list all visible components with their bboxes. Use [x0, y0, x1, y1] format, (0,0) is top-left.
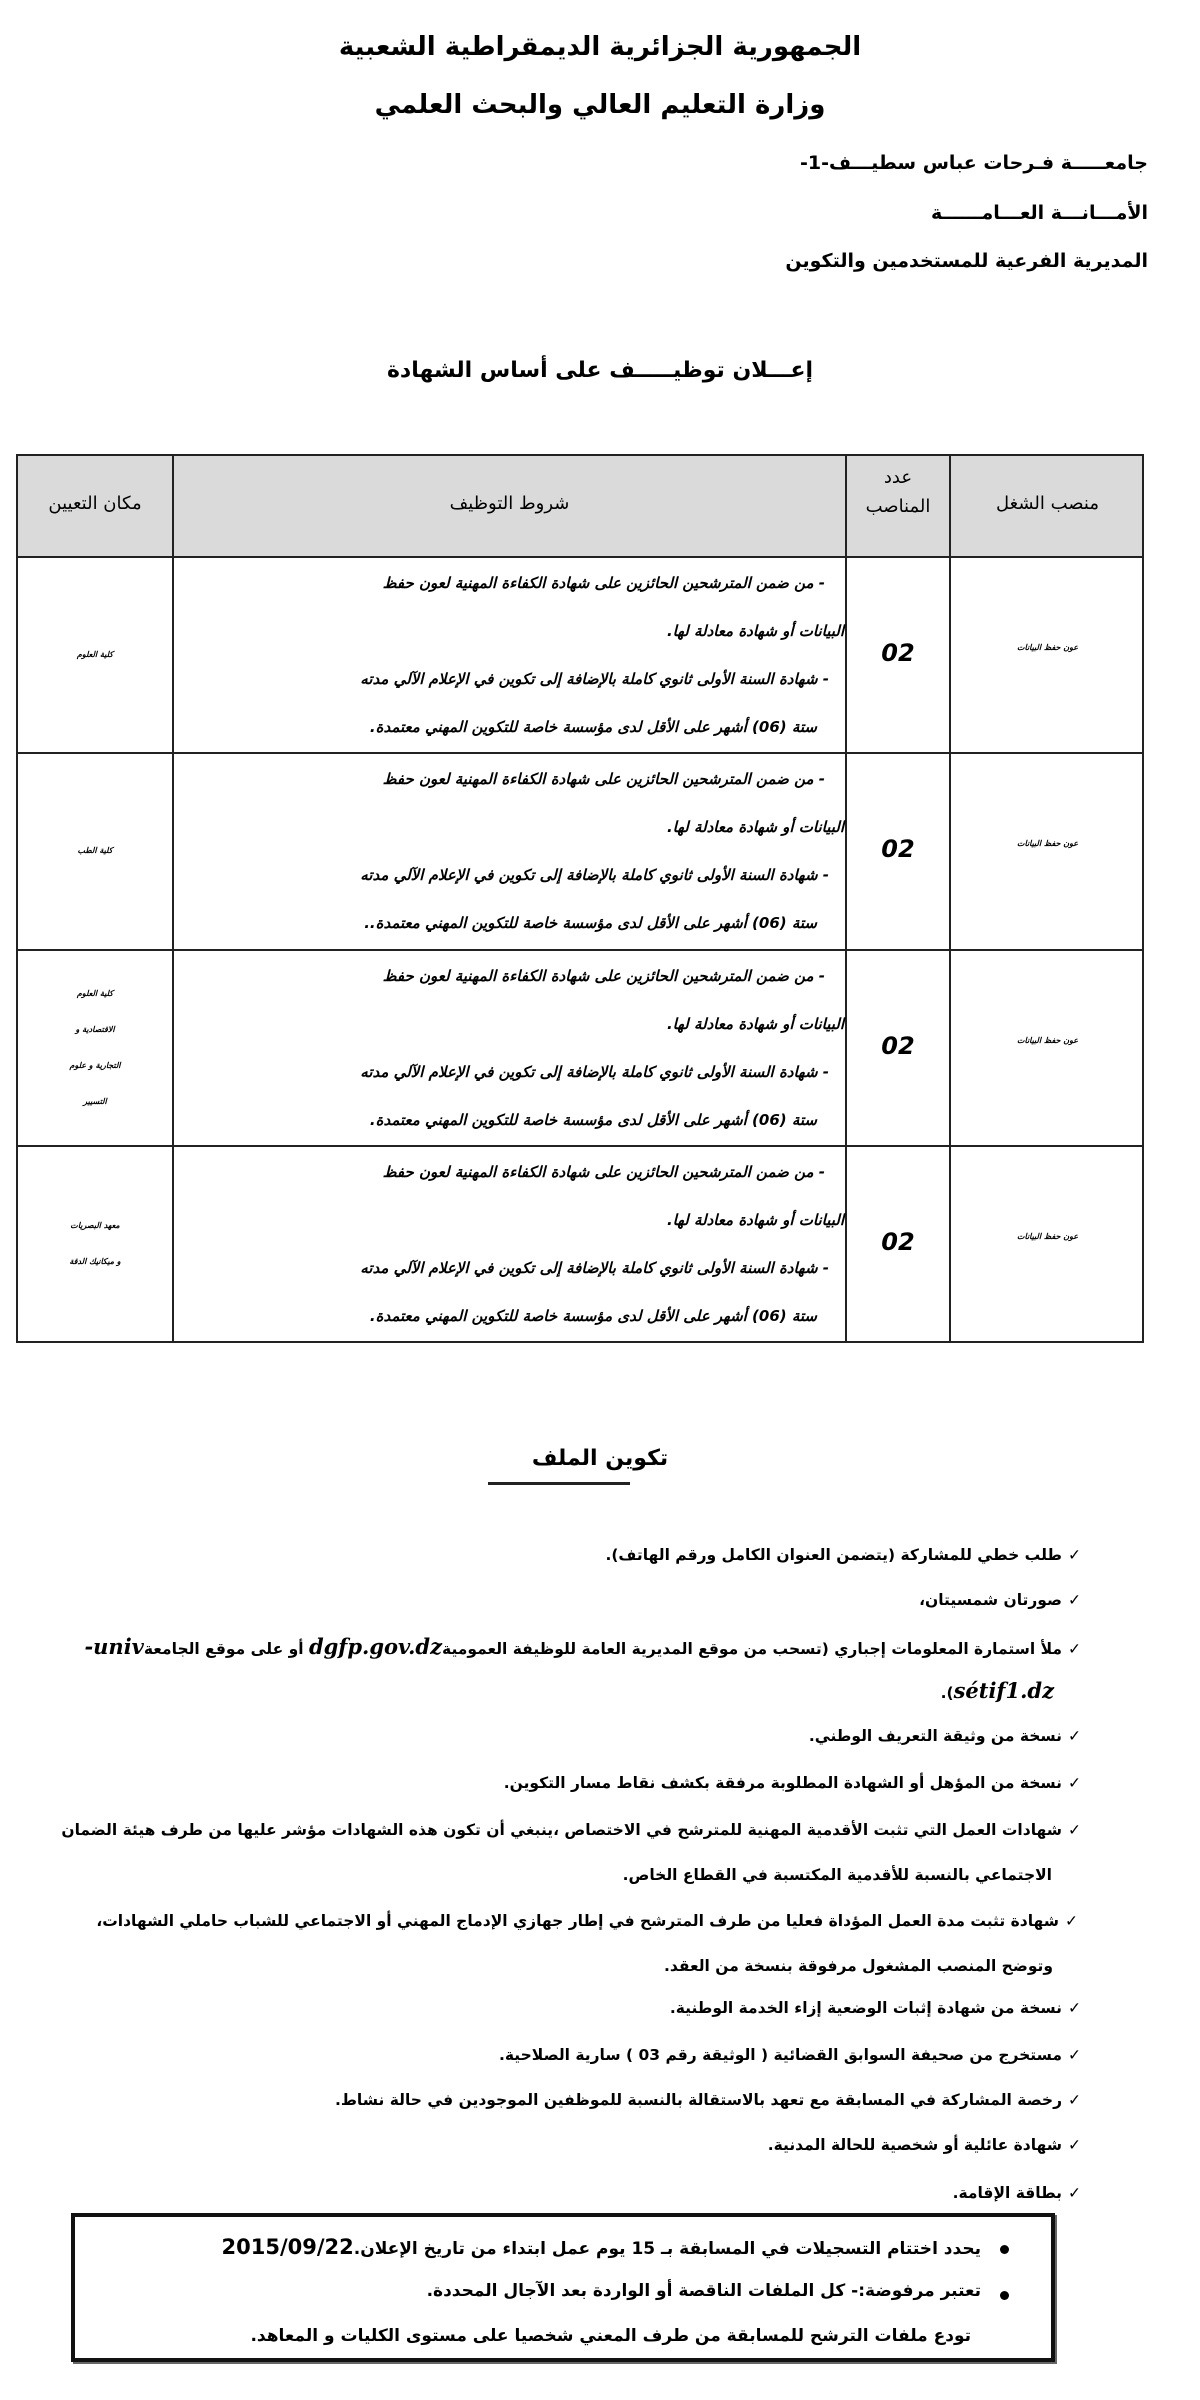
column-divider: [949, 456, 951, 1341]
requirement-text: طلب خطي للمشاركة (يتضمن العنوان الكامل ورقم الهاتف).: [605, 1546, 1062, 1564]
requirement-text: رخصة المشاركة في المسابقة مع تعهد بالاستقالة بالنسبة للموظفين الموجودين في حالة نشاط.: [334, 2091, 1062, 2109]
job-title-cell: عون حفظ البيانات: [1016, 839, 1079, 848]
requirement-item: [670, 2001, 1081, 2017]
requirement-continuation: [941, 1680, 1054, 1702]
requirement-text: نسخة من المؤهل أو الشهادة المطلوبة مرفقة بكشف نقاط مسار التكوين.: [503, 1774, 1062, 1792]
secretariat-name: الأمـــانـــة العـــامــــــة: [930, 202, 1148, 224]
requirement-text: شهادات العمل التي تثبت الأقدمية المهنية للمترشح في الاختصاص ،ينبغي أن تكون هذه الشهادات مؤشر عليها من طرف هيئة الضمان: [61, 1821, 1062, 1839]
condition-line: البيانات أو شهادة معادلة لها.: [666, 622, 844, 640]
column-divider: [845, 456, 847, 1341]
condition-line: - من ضمن المترشحين الحائزين على شهادة الكفاءة المهنية لعون حفظ: [382, 574, 825, 592]
requirement-text: نسخة من وثيقة التعريف الوطني.: [808, 1727, 1062, 1745]
requirement-text: ).: [940, 1684, 954, 1702]
positions-count-cell: 02: [881, 1032, 915, 1060]
condition-line: - من ضمن المترشحين الحائزين على شهادة الكفاءة المهنية لعون حفظ: [382, 1163, 825, 1181]
assignment-place-line: التجارية و علوم: [69, 1061, 121, 1070]
check-icon: ✓: [1068, 2091, 1081, 2109]
positions-count-cell: 02: [881, 639, 915, 667]
notice-line-2: تعتبر مرفوضة:- كل الملفات الناقصة أو الواردة بعد الآجال المحددة.: [426, 2281, 981, 2301]
requirement-item: [809, 1729, 1081, 1745]
requirement-item: [335, 2093, 1081, 2109]
notice-line-1: [222, 2237, 981, 2258]
website-link[interactable]: dgfp.gov.dz: [308, 1634, 443, 1659]
requirement-continuation: وتوضح المنصب المشغول مرفوقة بنسخة من العقد.: [663, 1957, 1053, 1975]
assignment-place-line: كلية الطب: [77, 846, 113, 855]
requirement-text: شهادة عائلية أو شخصية للحالة المدنية.: [767, 2136, 1062, 2154]
assignment-place-cell: [18, 833, 172, 869]
assignment-place-cell: [18, 976, 172, 1120]
university-name: جامعـــــة فـرحات عباس سطيـــف-1-: [800, 152, 1148, 174]
job-title-cell: عون حفظ البيانات: [1016, 1232, 1079, 1241]
file-section-title: تكوين الملف: [531, 1446, 669, 1471]
requirement-text: ملأ استمارة المعلومات إجباري (تسحب من موقع المديرية العامة للوظيفة العمومية: [442, 1640, 1062, 1658]
header-job: منصب الشغل: [996, 493, 1099, 514]
notice-line-1-text: يحدد اختتام التسجيلات في المسابقة بـ 15 يوم عمل ابتداء من تاريخ الإعلان.: [353, 2239, 981, 2259]
condition-line: - شهادة السنة الأولى ثانوي كاملة بالإضافة إلى تكوين في الإعلام الآلي مدته: [360, 1259, 829, 1277]
assignment-place-line: كلية العلوم: [76, 989, 114, 998]
positions-count-cell: 02: [881, 1228, 915, 1256]
requirement-item: [84, 1636, 1081, 1658]
row-divider: [18, 1145, 1142, 1147]
row-divider: [18, 752, 1142, 754]
job-title-cell: عون حفظ البيانات: [1016, 1036, 1079, 1045]
condition-line: - شهادة السنة الأولى ثانوي كاملة بالإضافة إلى تكوين في الإعلام الآلي مدته: [360, 1063, 829, 1081]
bullet-icon: [1000, 2291, 1009, 2300]
condition-line: ستة (06) أشهر على الأقل لدى مؤسسة خاصة للتكوين المهني معتمدة.: [369, 1307, 817, 1325]
header-conditions: شروط التوظيف: [449, 493, 570, 514]
condition-line: - من ضمن المترشحين الحائزين على شهادة الكفاءة المهنية لعون حفظ: [382, 770, 825, 788]
check-icon: ✓: [1068, 1821, 1081, 1839]
check-icon: ✓: [1068, 1591, 1081, 1609]
announcement-title: إعـــلان توظيـــــف على أساس الشهادة: [386, 358, 814, 383]
job-title-cell: عون حفظ البيانات: [1016, 643, 1079, 652]
condition-line: - من ضمن المترشحين الحائزين على شهادة الكفاءة المهنية لعون حفظ: [382, 967, 825, 985]
condition-line: ستة (06) أشهر على الأقل لدى مؤسسة خاصة للتكوين المهني معتمدة.: [369, 718, 817, 736]
notice-line-3: تودع ملفات الترشح للمسابقة من طرف المعني شخصيا على مستوى الكليات و المعاهد.: [250, 2326, 971, 2346]
condition-line: البيانات أو شهادة معادلة لها.: [666, 1015, 844, 1033]
condition-line: ستة (06) أشهر على الأقل لدى مؤسسة خاصة للتكوين المهني معتمدة.: [369, 1111, 817, 1129]
condition-line: البيانات أو شهادة معادلة لها.: [666, 1211, 844, 1229]
condition-line: ستة (06) أشهر على الأقل لدى مؤسسة خاصة للتكوين المهني معتمدة..: [364, 914, 817, 932]
requirement-item: [96, 1914, 1078, 1930]
jobs-table: [16, 454, 1144, 1343]
requirement-item: [605, 1548, 1081, 1564]
check-icon: ✓: [1068, 1640, 1081, 1658]
check-icon: ✓: [1068, 2184, 1081, 2202]
assignment-place-cell: [18, 1208, 172, 1280]
requirement-item: [768, 2138, 1081, 2154]
requirement-item: [504, 1776, 1081, 1792]
check-icon: ✓: [1068, 1999, 1081, 2017]
requirement-text: أو على موقع الجامعة: [143, 1640, 309, 1658]
requirement-item: [499, 2048, 1081, 2064]
header-count-line2: المناصب: [865, 495, 931, 517]
assignment-place-line: و ميكانيك الدقة: [69, 1257, 121, 1266]
notice-date: 2015/09/22: [221, 2235, 354, 2259]
ministry-name: وزارة التعليم العالي والبحث العلمي: [374, 90, 826, 120]
row-divider: [18, 556, 1142, 558]
requirement-item: [61, 1823, 1081, 1839]
header-count-line1: عدد: [883, 467, 913, 488]
check-icon: ✓: [1065, 1912, 1078, 1930]
assignment-place-line: معهد البصريات: [70, 1221, 120, 1230]
condition-line: - شهادة السنة الأولى ثانوي كاملة بالإضافة إلى تكوين في الإعلام الآلي مدته: [360, 866, 829, 884]
assignment-place-line: التسيير: [83, 1097, 107, 1106]
row-divider: [18, 949, 1142, 951]
assignment-place-line: الاقتصادية و: [75, 1025, 115, 1034]
website-link[interactable]: -univ: [84, 1634, 144, 1659]
requirement-item: [953, 2186, 1081, 2202]
website-link[interactable]: sétif1.dz: [953, 1678, 1054, 1703]
requirement-text: مستخرج من صحيفة السوابق القضائية ( الوثيقة رقم 03 ) سارية الصلاحية.: [499, 2046, 1062, 2064]
check-icon: ✓: [1068, 2046, 1081, 2064]
bullet-icon: [1000, 2245, 1009, 2254]
requirement-text: نسخة من شهادة إثبات الوضعية إزاء الخدمة الوطنية.: [669, 1999, 1062, 2017]
check-icon: ✓: [1068, 1546, 1081, 1564]
header-place: مكان التعيين: [48, 493, 142, 514]
condition-line: - شهادة السنة الأولى ثانوي كاملة بالإضافة إلى تكوين في الإعلام الآلي مدته: [360, 670, 829, 688]
assignment-place-line: كلية العلوم: [76, 650, 114, 659]
directorate-name: المديرية الفرعية للمستخدمين والتكوين: [785, 250, 1148, 272]
title-underline: [488, 1482, 630, 1485]
republic-name: الجمهورية الجزائرية الديمقراطية الشعبية: [338, 32, 862, 62]
check-icon: ✓: [1068, 2136, 1081, 2154]
requirement-item: [919, 1593, 1081, 1609]
assignment-place-cell: [18, 637, 172, 673]
requirement-text: بطاقة الإقامة.: [952, 2184, 1062, 2202]
check-icon: ✓: [1068, 1774, 1081, 1792]
requirement-continuation: الاجتماعي بالنسبة للأقدمية المكتسبة في القطاع الخاص.: [622, 1866, 1052, 1884]
requirement-text: شهادة تثبت مدة العمل المؤداة فعليا من طرف المترشح في إطار جهازي الإدماج المهني أو الاجتماعي للشباب حاملي الشهادات،: [96, 1912, 1059, 1930]
column-divider: [172, 456, 174, 1341]
notice-box: [71, 2213, 1055, 2362]
check-icon: ✓: [1068, 1727, 1081, 1745]
condition-line: البيانات أو شهادة معادلة لها.: [666, 818, 844, 836]
requirement-text: صورتان شمسيتان،: [919, 1591, 1062, 1609]
header-count: [847, 464, 949, 522]
positions-count-cell: 02: [881, 835, 915, 863]
